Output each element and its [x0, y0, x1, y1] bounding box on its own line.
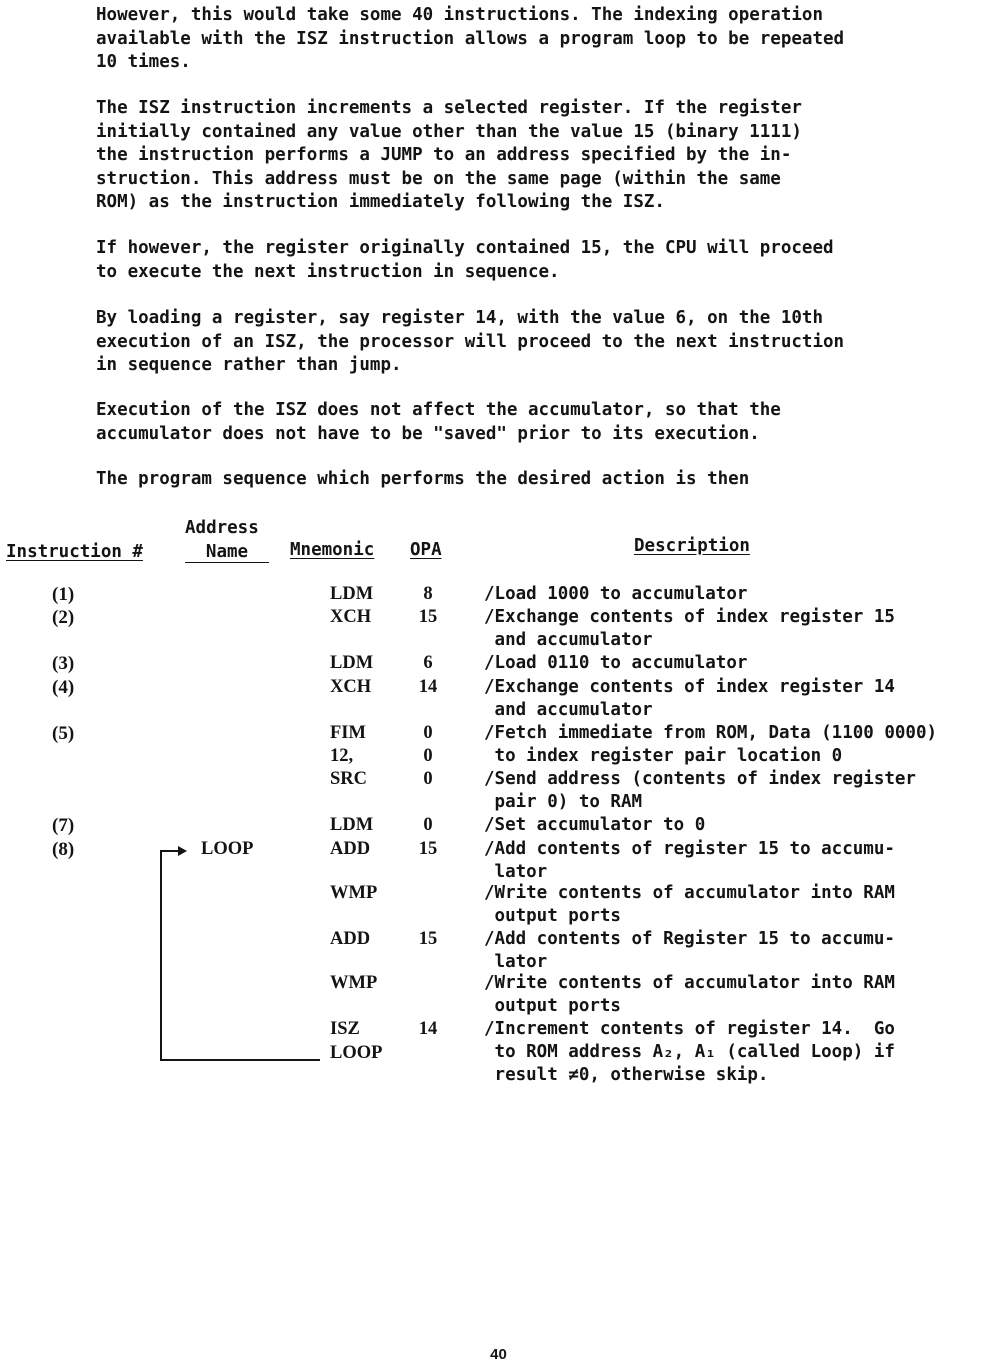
row-description: to index register pair location 0 — [484, 746, 843, 766]
header-instruction: Instruction # — [6, 542, 143, 562]
row-description: /Send address (contents of index register pair 0) to RAM — [484, 769, 916, 812]
row-opa: 0 — [423, 769, 433, 789]
row-mnemonic: WMP — [330, 883, 378, 903]
paragraph-1: However, this would take some 40 instructions. The indexing operation available with the ISZ instruction allows a program loop to be repeated 10 times. — [96, 5, 845, 72]
row-opa: 15 — [418, 929, 438, 949]
row-description: /Exchange contents of index register 14 and accumulator — [484, 677, 895, 720]
row-mnemonic: LDM — [330, 584, 374, 604]
row-mnemonic: XCH — [330, 607, 372, 627]
row-mnemonic: SRC — [330, 769, 368, 789]
row-description: /Write contents of accumulator into RAM output ports — [484, 883, 895, 926]
page-number: 40 — [490, 1346, 507, 1363]
row-mnemonic: LDM — [330, 815, 374, 835]
header-address-name: Name — [205, 542, 249, 562]
row-opa: 6 — [423, 653, 433, 673]
paragraph-6: The program sequence which performs the desired action is then — [96, 469, 750, 489]
row-opa: 8 — [423, 584, 433, 604]
row-description: /Set accumulator to 0 — [484, 815, 706, 835]
row-mnemonic: XCH — [330, 677, 372, 697]
row-description: /Write contents of accumulator into RAM output ports — [484, 973, 895, 1016]
row-number: (4) — [52, 677, 75, 698]
row-opa: 0 — [423, 723, 433, 743]
row-opa: 14 — [418, 677, 438, 697]
row-opa: 0 — [423, 746, 433, 766]
row-number: (2) — [52, 607, 75, 628]
row-description: /Load 1000 to accumulator — [484, 584, 748, 604]
row-description: /Add contents of Register 15 to accumu- lator — [484, 929, 895, 972]
paragraph-4: By loading a register, say register 14, with the value 6, on the 10th execution of an ISZ, the processor will proceed to the next instruction in sequence rather than jump. — [96, 308, 845, 375]
header-mnemonic: Mnemonic — [290, 540, 375, 560]
row-number: (7) — [52, 815, 75, 836]
row-mnemonic: LDM — [330, 653, 374, 673]
row-opa: 0 — [423, 815, 433, 835]
loop-arrow-shaft — [160, 850, 180, 852]
row-opa: 15 — [418, 607, 438, 627]
row-mnemonic: FIM — [330, 723, 366, 743]
loop-bracket-vertical — [160, 850, 162, 1060]
row-mnemonic: ISZ — [330, 1019, 360, 1039]
header-description: Description — [634, 536, 750, 556]
row-number: (1) — [52, 584, 75, 605]
row-mnemonic: WMP — [330, 973, 378, 993]
header-opa: OPA — [410, 540, 442, 560]
paragraph-3: If however, the register originally contained 15, the CPU will proceed to execute the next instruction in sequence. — [96, 238, 834, 282]
row-number: (3) — [52, 653, 75, 674]
row-description: /Load 0110 to accumulator — [484, 653, 748, 673]
loop-bracket-bottom — [160, 1059, 320, 1061]
row-description: /Fetch immediate from ROM, Data (1100 0000) — [484, 723, 938, 743]
row-address-name: LOOP — [201, 839, 254, 859]
loop-arrow-icon — [178, 846, 187, 856]
row-description: /Exchange contents of index register 15 and accumulator — [484, 607, 895, 650]
row-opa: 15 — [418, 839, 438, 859]
row-mnemonic: 12, — [330, 746, 354, 766]
row-description: /Add contents of register 15 to accumu- lator — [484, 839, 895, 882]
paragraph-2: The ISZ instruction increments a selected register. If the register initially contained any value other than the value 15 (binary 1111) the instruction performs a JUMP to an address specified by the in- struction. This address must be on the same page (within the same ROM) as the instruction immediately following the ISZ. — [96, 98, 802, 212]
row-description: /Increment contents of register 14. Go to ROM address A₂, A₁ (called Loop) if result ≠0, otherwise skip. — [484, 1019, 895, 1085]
paragraph-5: Execution of the ISZ does not affect the accumulator, so that the accumulator does not have to be "saved" prior to its execution. — [96, 400, 781, 444]
row-number: (8) — [52, 839, 75, 860]
header-address-top: Address — [185, 518, 259, 538]
header-address-name-wrap — [185, 542, 269, 563]
row-mnemonic: ADD — [330, 839, 371, 859]
row-mnemonic: LOOP — [330, 1043, 383, 1063]
row-opa: 14 — [418, 1019, 438, 1039]
row-number: (5) — [52, 723, 75, 744]
row-mnemonic: ADD — [330, 929, 371, 949]
